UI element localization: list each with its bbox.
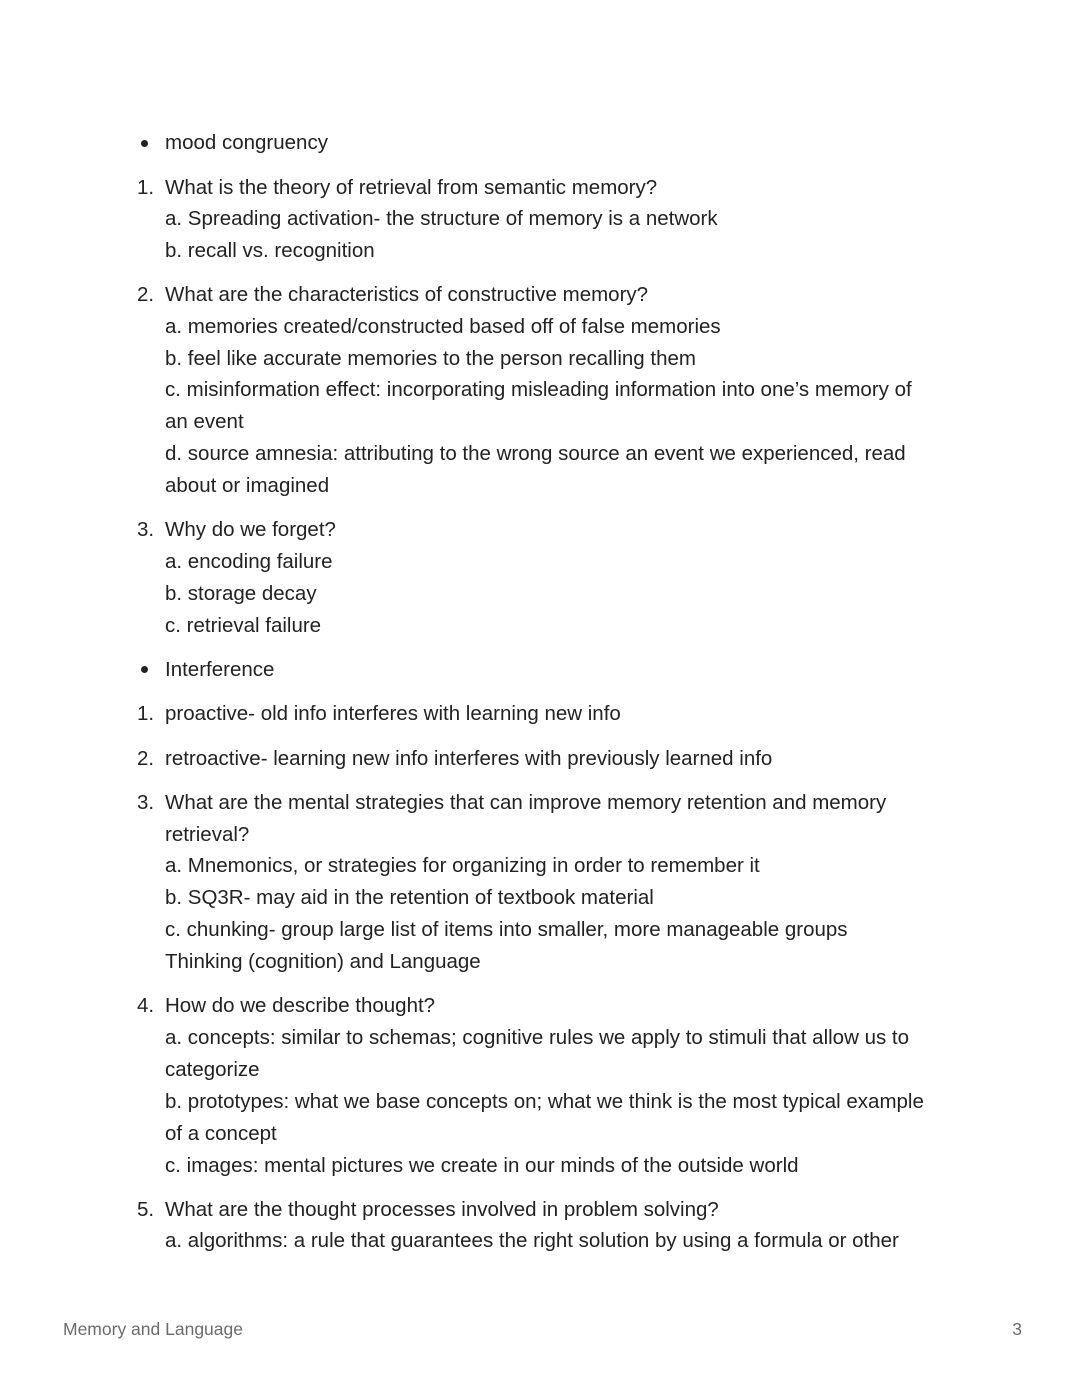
question-continued: retrieval? [165,823,250,846]
question: Why do we forget? [165,518,336,541]
footer-title: Memory and Language [63,1319,243,1339]
sub-item: b. SQ3R- may aid in the retention of textbook material [165,886,654,909]
sub-item-continued: an event [165,410,244,433]
sub-item: c. chunking- group large list of items into smaller, more manageable groups [165,918,848,941]
bullet-dot [141,140,148,147]
list-number: 3. [137,791,155,814]
sub-item: a. Spreading activation- the structure of memory is a network [165,207,718,230]
question: What is the theory of retrieval from semantic memory? [165,176,658,199]
question: What are the characteristics of constructive memory? [165,283,649,306]
sub-item: a. encoding failure [165,550,333,573]
sub-item: a. algorithms: a rule that guarantees the right solution by using a formula or other [165,1229,899,1252]
bullet-item: mood congruency [165,131,328,154]
question: What are the thought processes involved in problem solving? [165,1198,719,1221]
bullet-dot [141,666,148,673]
list-item: retroactive- learning new info interferes with previously learned info [165,747,773,770]
question: How do we describe thought? [165,994,436,1017]
list-number: 1. [137,702,155,725]
list-item: proactive- old info interferes with learning new info [165,702,621,725]
sub-item: b. feel like accurate memories to the person recalling them [165,347,696,370]
sub-item: c. misinformation effect: incorporating misleading information into one’s memory of [165,378,912,401]
section-heading: Thinking (cognition) and Language [165,950,481,973]
sub-item: c. images: mental pictures we create in our minds of the outside world [165,1154,799,1177]
sub-item-continued: of a concept [165,1122,277,1145]
list-number: 2. [137,747,155,770]
sub-item: d. source amnesia: attributing to the wrong source an event we experienced, read [165,442,906,465]
list-number: 4. [137,994,155,1017]
list-number: 3. [137,518,155,541]
sub-item: a. concepts: similar to schemas; cognitive rules we apply to stimuli that allow us to [165,1026,910,1049]
sub-item: b. recall vs. recognition [165,239,375,262]
list-number: 5. [137,1198,155,1221]
list-number: 1. [137,176,155,199]
bullet-item: Interference [165,658,275,681]
sub-item-continued: categorize [165,1058,260,1081]
page-number: 3 [1012,1319,1022,1339]
sub-item: a. Mnemonics, or strategies for organizing in order to remember it [165,854,760,877]
sub-item: b. prototypes: what we base concepts on; what we think is the most typical example [165,1090,924,1113]
list-number: 2. [137,283,155,306]
sub-item-continued: about or imagined [165,474,330,497]
question: What are the mental strategies that can improve memory retention and memory [165,791,887,814]
sub-item: b. storage decay [165,582,317,605]
sub-item: c. retrieval failure [165,614,322,637]
sub-item: a. memories created/constructed based off of false memories [165,315,721,338]
